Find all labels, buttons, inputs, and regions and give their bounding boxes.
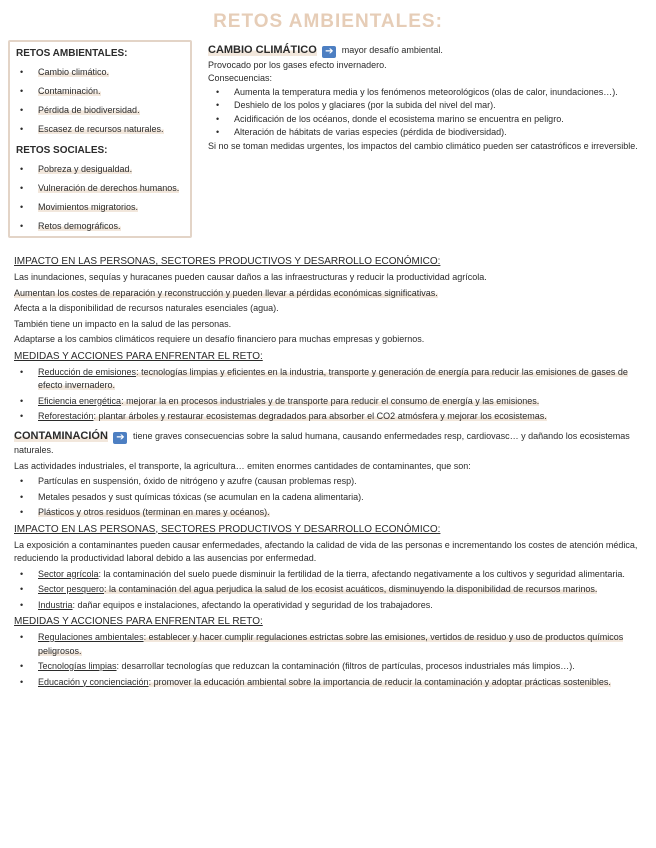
list-item: • Aumenta la temperatura media y los fenómenos meteorológicos (olas de calor, inundaciones…). <box>208 86 644 100</box>
list-item: • Partículas en suspensión, óxido de nitrógeno y azufre (causan problemas resp). <box>14 475 644 489</box>
climate-change-subtitle: mayor desafío ambiental. <box>341 45 443 55</box>
pollutants-list <box>14 475 644 520</box>
pollution-subtitle: tiene graves consecuencias sobre la salud humana, causando enfermedades resp, cardiovasc… y dañando los ecosistemas naturales. <box>14 430 630 455</box>
list-item: • Educación y concienciación: promover la educación ambiental sobre la importancia de reducir la contaminación y adoptar prácticas sostenibles. <box>14 676 644 690</box>
list-item: • Escasez de recursos naturales. <box>16 120 186 139</box>
climate-change-cause: Provocado por los gases efecto invernadero. <box>208 59 387 70</box>
list-item: • Alteración de hábitats de varias especies (pérdida de biodiversidad). <box>208 126 644 140</box>
climate-conclusion: Si no se toman medidas urgentes, los impactos del cambio climático pueden ser catastróficos e irreversible. <box>208 140 638 151</box>
consequences-label: Consecuencias: <box>208 73 273 83</box>
impact-line: Afecta a la disponibilidad de recursos naturales esenciales (agua). <box>14 303 279 313</box>
main-content <box>14 252 644 691</box>
summary-box <box>8 40 192 238</box>
measures-heading-1: MEDIDAS Y ACCIONES PARA ENFRENTAR EL RETO: <box>14 350 263 362</box>
list-item: • Metales pesados y sust químicas tóxicas (se acumulan en la cadena alimentaria). <box>14 491 644 505</box>
list-item: • Acidificación de los océanos, donde el ecosistema marino se encuentra en peligro. <box>208 113 644 127</box>
list-item: • Movimientos migratorios. <box>16 198 186 217</box>
list-item: • Pérdida de biodiversidad. <box>16 101 186 120</box>
list-item: • Retos demográficos. <box>16 217 186 236</box>
list-item: • Deshielo de los polos y glaciares (por la subida del nivel del mar). <box>208 99 644 113</box>
measures-list-1 <box>14 366 644 424</box>
list-item: • Sector pesquero: la contaminación del agua perjudica la salud de los ecosist acuáticos, disminuyendo la disponibilidad de recursos marinos. <box>14 583 644 597</box>
sector-term: Industria <box>38 599 73 610</box>
environmental-challenges-list <box>16 63 186 139</box>
list-item: • Cambio climático. <box>16 63 186 82</box>
arrow-right-icon: ➔ <box>113 432 127 444</box>
impact-heading-2: IMPACTO EN LAS PERSONAS, SECTORES PRODUCTIVOS Y DESARROLLO ECONÓMICO: <box>14 523 441 535</box>
measure-term: Educación y concienciación <box>38 676 149 687</box>
list-item: • Industria: dañar equipos e instalaciones, afectando la operatividad y seguridad de los trabajadores. <box>14 599 644 613</box>
list-item: • Contaminación. <box>16 82 186 101</box>
sector-term: Sector agrícola <box>38 568 99 579</box>
list-item: • Sector agrícola: la contaminación del suelo puede disminuir la fertilidad de la tierra, afectando negativamente a los cultivos y seguridad alimentaria. <box>14 568 644 582</box>
measure-term: Reforestación <box>38 411 94 421</box>
impact-line: Aumentan los costes de reparación y reconstrucción y pueden llevar a pérdidas económicas significativas. <box>14 287 438 298</box>
measures-heading-2: MEDIDAS Y ACCIONES PARA ENFRENTAR EL RETO: <box>14 616 263 627</box>
climate-change-heading-line <box>208 42 644 59</box>
pollution-intro: Las actividades industriales, el transporte, la agricultura… emiten enormes cantidades de contaminantes, que son: <box>14 460 471 471</box>
list-item: • Tecnologías limpias: desarrollar tecnologías que reduzcan la contaminación (filtros de partículas, procesos industriales más limpios…). <box>14 660 644 674</box>
list-item: • Reforestación: plantar árboles y restaurar ecosistemas degradados para absorber el CO2 atmósfera y mejorar los ecosistemas. <box>14 410 644 424</box>
social-challenges-heading: RETOS SOCIALES: <box>16 145 108 156</box>
page-title: RETOS AMBIENTALES: <box>213 11 443 32</box>
impact2-list <box>14 568 644 613</box>
measure-term: Eficiencia energética <box>38 395 122 406</box>
sector-term: Sector pesquero <box>38 584 105 594</box>
measure-term: Reducción de emisiones <box>38 366 137 377</box>
list-item: • Reducción de emisiones: tecnologías limpias y eficientes en la industria, transporte y generación de energía para reducir las emisiones de gases de efecto invernadero. <box>14 366 644 393</box>
climate-change-heading: CAMBIO CLIMÁTICO <box>208 44 317 56</box>
impact2-intro: La exposición a contaminantes pueden causar enfermedades, afectando la calidad de vida de las personas e incrementando los costes de atención médica, reduciendo la productividad laboral debido a las ausencias por enfermedad. <box>14 539 638 563</box>
list-item: • Regulaciones ambientales: establecer y hacer cumplir regulaciones estrictas sobre las emisiones, vertidos de residuo y uso de productos químicos peligrosos. <box>14 631 644 658</box>
pollution-heading-line <box>14 428 644 458</box>
consequences-list <box>208 86 644 140</box>
measure-term: Tecnologías limpias <box>38 661 117 671</box>
impact-heading-1: IMPACTO EN LAS PERSONAS, SECTORES PRODUCTIVOS Y DESARROLLO ECONÓMICO: <box>14 256 441 267</box>
list-item: • Pobreza y desigualdad. <box>16 160 186 179</box>
measure-term: Regulaciones ambientales <box>38 632 144 642</box>
impact-line: Las inundaciones, sequías y huracanes pueden causar daños a las infraestructuras y reducir la productividad agrícola. <box>14 272 487 282</box>
list-item: • Plásticos y otros residuos (terminan en mares y océanos). <box>14 506 644 520</box>
climate-change-section <box>208 42 644 153</box>
environmental-challenges-heading: RETOS AMBIENTALES: <box>16 48 128 59</box>
pollution-heading: CONTAMINACIÓN <box>14 429 108 442</box>
impact-line: También tiene un impacto en la salud de las personas. <box>14 318 232 329</box>
list-item: • Eficiencia energética: mejorar la en procesos industriales y de transporte para reducir el consumo de energía y las emisiones. <box>14 395 644 409</box>
list-item: • Vulneración de derechos humanos. <box>16 179 186 198</box>
impact-line: Adaptarse a los cambios climáticos requiere un desafío financiero para muchas empresas y gobiernos. <box>14 334 425 344</box>
social-challenges-list <box>16 160 186 236</box>
arrow-right-icon: ➔ <box>322 46 336 58</box>
measures-list-2 <box>14 631 644 689</box>
